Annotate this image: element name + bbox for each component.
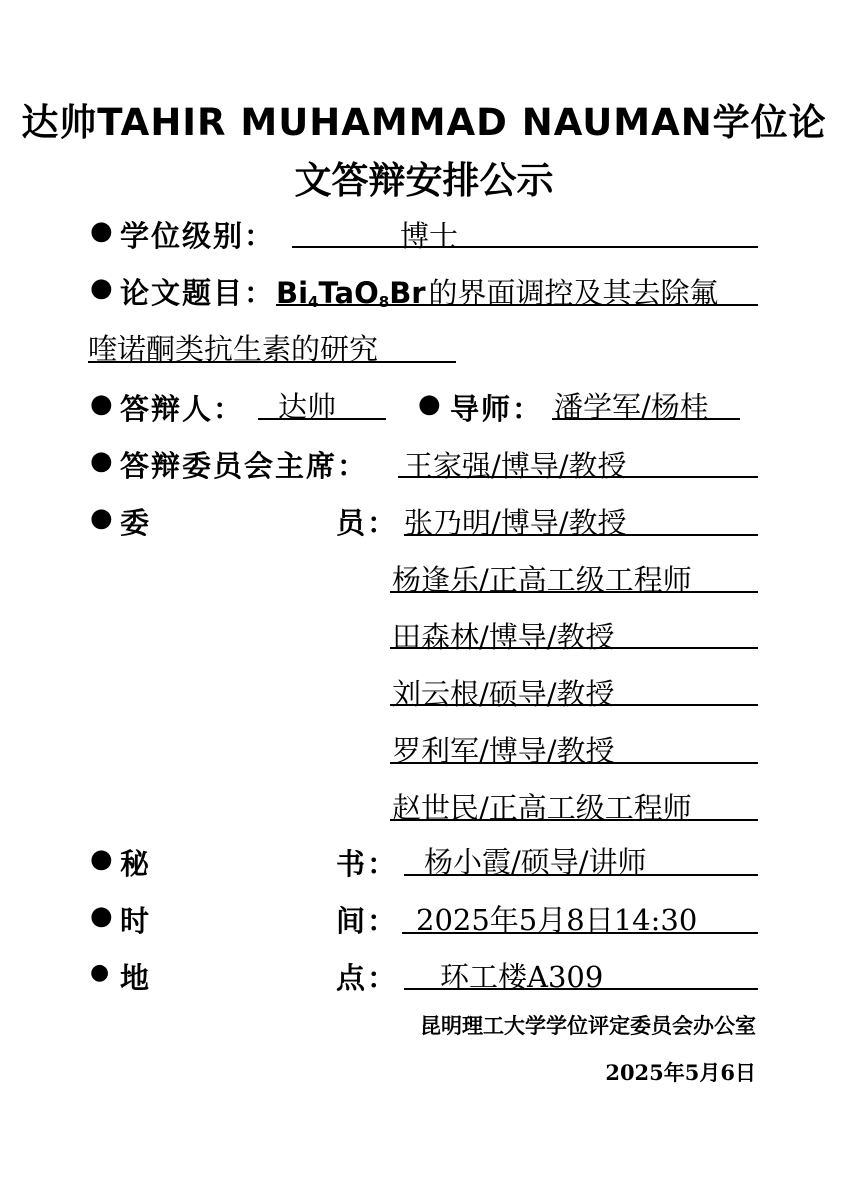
chair-label: 答辩委员会主席：: [120, 449, 369, 483]
degree-underline: [292, 246, 758, 248]
member-item: 张乃明/博导/教授: [404, 506, 627, 540]
advisor-underline: [552, 418, 740, 420]
member-item: 刘云根/硕导/教授: [392, 677, 615, 711]
place-label-right: 点：: [336, 961, 399, 995]
secretary-underline: [404, 874, 758, 876]
degree-value: 博士: [400, 219, 459, 253]
defender-label: 答辩人：: [120, 392, 245, 426]
bullet-icon: ●: [90, 844, 113, 874]
bullet-icon: ●: [90, 389, 113, 419]
member-item: 罗利军/博导/教授: [392, 734, 615, 768]
member-underline: [390, 704, 758, 706]
place-underline: [404, 988, 758, 990]
chair-value: 王家强/博导/教授: [404, 449, 627, 483]
member-underline: [390, 819, 758, 821]
bullet-icon: ●: [90, 273, 113, 303]
degree-label: 学位级别：: [120, 219, 276, 253]
members-label-right: 员：: [336, 506, 399, 540]
place-value: 环工楼A309: [440, 960, 604, 994]
issuing-office: 昆明理工大学学位评定委员会办公室: [420, 1013, 756, 1038]
member-item: 杨逢乐/正高工级工程师: [392, 563, 692, 597]
member-underline: [404, 534, 758, 536]
time-underline: [402, 932, 758, 934]
secretary-value: 杨小霞/硕导/讲师: [424, 845, 647, 879]
advisor-label: 导师：: [450, 392, 544, 426]
chemical-formula: $Bi_4TaO_8Br$: [276, 276, 426, 311]
member-underline: [390, 647, 758, 649]
thesis-title-line2: 喹诺酮类抗生素的研究: [88, 332, 379, 366]
members-label-left: 委: [120, 506, 152, 540]
time-label-right: 间：: [336, 904, 399, 938]
thesis-underline-1: [276, 304, 758, 306]
member-underline: [390, 591, 758, 593]
time-label-left: 时: [120, 904, 152, 938]
bullet-icon: ●: [418, 389, 441, 419]
member-underline: [390, 762, 758, 764]
bullet-icon: ●: [90, 446, 113, 476]
issue-date: 2025年5月6日: [605, 1060, 756, 1085]
defender-underline: [258, 418, 386, 420]
thesis-label: 论文题目：: [120, 276, 276, 310]
chair-underline: [398, 476, 758, 478]
member-item: 田森林/博导/教授: [392, 620, 615, 654]
secretary-label-left: 秘: [120, 847, 152, 881]
page-title-line2: 文答辩安排公示: [294, 159, 554, 202]
defender-value: 达帅: [278, 390, 337, 424]
bullet-icon: ●: [90, 503, 113, 533]
bullet-icon: ●: [90, 216, 113, 246]
thesis-title-line1: $Bi_4TaO_8Br$ 的界面调控及其去除氟: [276, 276, 719, 311]
advisor-value: 潘学军/杨桂: [554, 390, 709, 424]
bullet-icon: ●: [90, 901, 113, 931]
thesis-underline-2: [88, 361, 456, 363]
page-title-line1: 达帅TAHIR MUHAMMAD NAUMAN学位论: [21, 101, 827, 144]
bullet-icon: ●: [90, 960, 110, 985]
member-item: 赵世民/正高工级工程师: [392, 791, 692, 825]
time-value: 2025年5月8日14:30: [416, 903, 698, 937]
place-label-left: 地: [120, 961, 152, 995]
secretary-label-right: 书：: [336, 847, 399, 881]
